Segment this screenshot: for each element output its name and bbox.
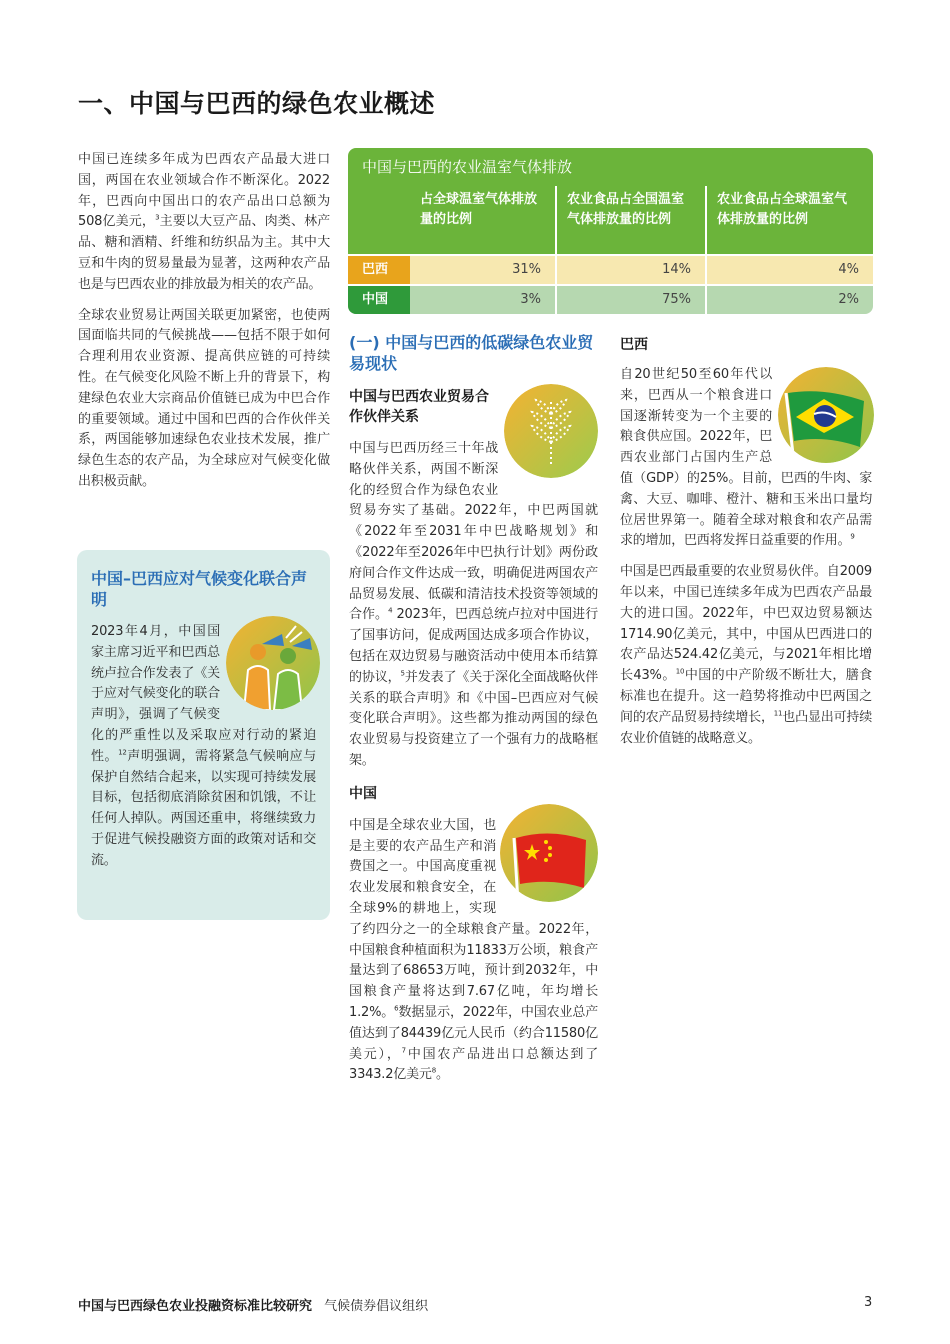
table-cell: 31% [512, 262, 541, 277]
china-subheading: 中国 [349, 785, 377, 802]
table-row [348, 286, 873, 314]
wheat-icon [504, 384, 598, 478]
table-cell: 2% [838, 292, 859, 307]
table-cell: 3% [520, 292, 541, 307]
brazil-paragraph-2: 中国是巴西最重要的农业贸易伙伴。自2009年以来，中国已连续多年成为巴西农产品最大的进口国。2022年，中巴双边贸易额达1714.90亿美元，其中，中国从巴西进口的农产品达524.42亿美元，与2021年相比增长43%。$^{10}$中国的中产阶级不断壮大，膳食标准也在提升。这一趋势将推动中巴两国之间的农产品贸易持续增长，$^{11}$也凸显出可持续农业价值链的战略意义。 [620, 564, 872, 746]
joint-statement-callout [77, 550, 330, 920]
table-cell: 75% [662, 292, 691, 307]
intro-column [78, 150, 330, 493]
middle-column [349, 332, 598, 1086]
page-number: 3 [864, 1295, 873, 1310]
table-row [348, 256, 873, 284]
right-column [620, 335, 872, 749]
footer [78, 1295, 428, 1314]
table-cell: 4% [838, 262, 859, 277]
footer-title: 中国与巴西绿色农业投融资标准比较研究 [78, 1299, 313, 1314]
intro-paragraph-1: 中国已连续多年成为巴西农产品最大进口国，两国在农业领域合作不断深化。2022年，巴西向中国出口的农产品出口总额为508亿美元，$^3$主要以大豆产品、肉类、林产品、糖和酒精、纤维和纺织品为主。其中大豆和牛肉的贸易量最为显著，这两种农产品也是与巴西农业的排放最为相关的农产品。 [78, 152, 330, 292]
brazil-flag-icon [778, 367, 874, 463]
row-label-brazil: 巴西 [348, 256, 410, 284]
people-megaphone-icon [226, 616, 320, 710]
callout-body: 2023年4月，中国国家主席习近平和巴西总统卢拉合作发表了《关于应对气候变化的联合声明》，强调了气候变化的严重性以及采取应对行动的紧迫性。$^{12}$声明强调，需将紧急气候响应与保护自然结合起来，以实现可持续发展目标，包括彻底消除贫困和饥饿，不让任何人掉队。两国还重申，将继续致力于促进气候投融资方面的政策对话和交流。 [91, 624, 316, 868]
china-flag-icon [500, 804, 598, 902]
table-header-3: 农业食品占全球温室气体排放量的比例 [717, 192, 848, 227]
table-header-2: 农业食品占全国温室气体排放量的比例 [567, 192, 685, 227]
partner-paragraph: 中国与巴西历经三十年战略伙伴关系，两国不断深化的经贸合作为绿色农业贸易夯实了基础。2022年，中巴两国就《2022年至2031年中巴战略规划》和《2022年至2026年中巴执行计划》两份政府间合作文件达成一致，明确促进两国农产品贸易发展、低碳和清洁技术投资等领域的合作。$^4$ 2023年，巴西总统卢拉对中国进行了国事访问，促成两国达成多项合作协议，包括在双边贸易与融资活动中使用本币结算的协议，$^5$并发表了《关于深化全面战略伙伴关系的联合声明》和《中国–巴西应对气候变化联合声明》。这些都为推动两国的绿色农业贸易与投资建立了一个强有力的战略框架。 [349, 441, 598, 768]
row-label-china: 中国 [348, 286, 410, 314]
callout-title: 中国–巴西应对气候变化联合声明 [91, 569, 308, 609]
table-cell: 14% [662, 262, 691, 277]
table-header-1: 占全球温室气体排放量的比例 [420, 192, 538, 227]
partner-subheading: 中国与巴西农业贸易合作伙伴关系 [349, 389, 489, 425]
intro-paragraph-2: 全球农业贸易让两国关联更加紧密，也使两国面临共同的气候挑战——包括不限于如何合理利用农业资源、提高供应链的可持续性。在气候变化风险不断上升的背景下，构建绿色农业大宗商品价值链已成为中巴合作的重要领域。通过中国和巴西的合作伙伴关系，两国能够加速绿色农业技术发展，推广绿色生态的农产品，为全球应对气候变化做出积极贡献。 [78, 307, 330, 489]
china-paragraph: 中国是全球农业大国，也是主要的农产品生产和消费国之一。中国高度重视农业发展和粮食安全，在全球9%的耕地上，实现了约四分之一的全球粮食产量。2022年，中国粮食种植面积为11833万公顷，粮食产量达到了68653万吨，预计到2032年，中国粮食产量将达到7.67亿吨，年均增长1.2%。$^6$数据显示，2022年，中国农业总产值达到了84439亿元人民币（约合11580亿美元），$^7$中国农产品进出口总额达到了3343.2亿美元$^8$。 [349, 817, 599, 1083]
page-title: 一、中国与巴西的绿色农业概述 [78, 89, 436, 118]
emissions-table [348, 148, 873, 314]
brazil-paragraph-1: 自20世纪50至60年代以来，巴西从一个粮食进口国逐渐转变为一个主要的粮食供应国。2022年，巴西农业部门占国内生产总值（GDP）的25%。目前，巴西的牛肉、家禽、大豆、咖啡、橙汁、糖和玉米出口量均位居世界第一。随着全球对粮食和农产品需求的增加，巴西将发挥日益重要的作用。$^9$ [620, 367, 872, 549]
section-heading: (一) 中国与巴西的低碳绿色农业贸易现状 [349, 333, 594, 373]
table-title: 中国与巴西的农业温室气体排放 [348, 148, 873, 186]
footer-org: 气候债券倡议组织 [324, 1299, 429, 1314]
brazil-subheading: 巴西 [620, 337, 648, 353]
